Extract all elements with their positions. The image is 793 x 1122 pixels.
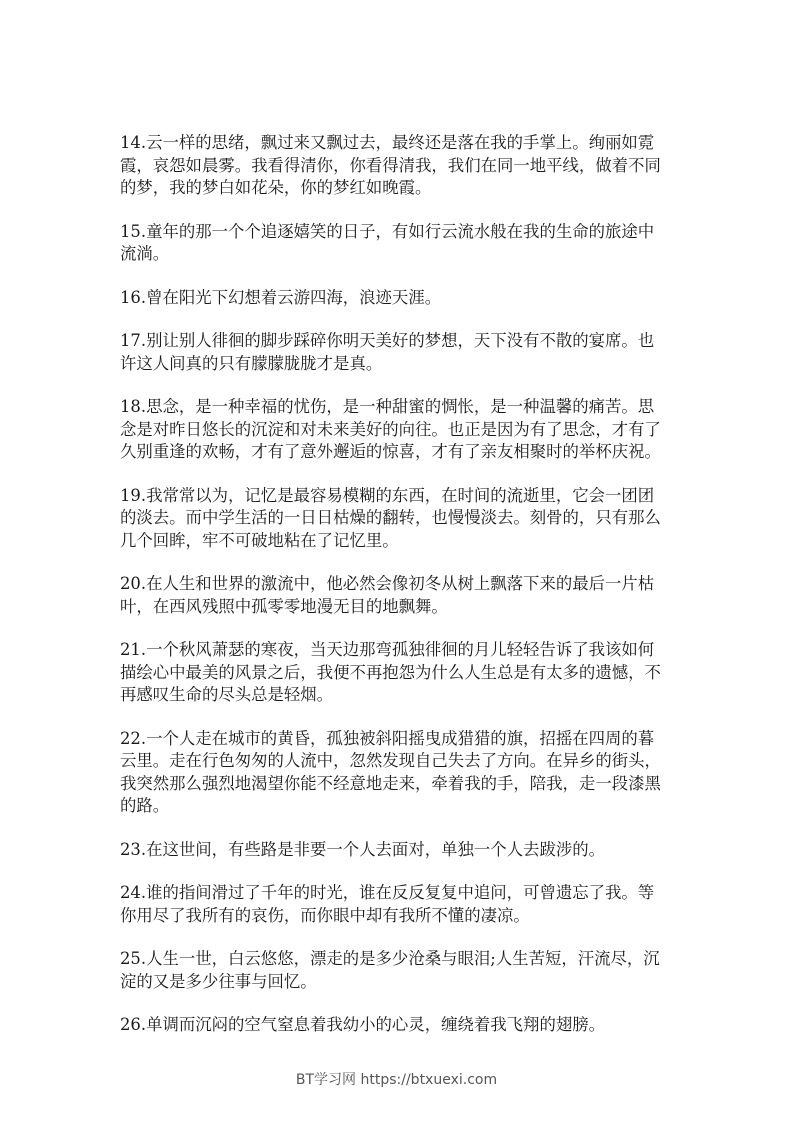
paragraph-21: 21.一个秋风萧瑟的寒夜，当天边那弯孤独徘徊的月儿轻轻告诉了我该如何描绘心中最美的风景之后，我便不再抱怨为什么人生总是有太多的遗憾，不再感叹生命的尽头总是轻烟。 [120, 640, 661, 704]
paragraph-15: 15.童年的那一个个追逐嬉笑的日子，有如行云流水般在我的生命的旅途中流淌。 [120, 221, 655, 263]
paragraph-25: 25.人生一世，白云悠悠，漂走的是多少沧桑与眼泪;人生苦短，汗流尽，沉淀的又是多少往事与回忆。 [120, 949, 660, 991]
document-body [120, 132, 668, 1058]
paragraph-14: 14.云一样的思绪，飘过来又飘过去，最终还是落在我的手掌上。绚丽如霓霞，哀怨如晨雾。我看得清你，你看得清我，我们在同一地平线，做着不同的梦，我的梦白如花朵，你的梦红如晚霞。 [120, 133, 661, 197]
paragraph-23: 23.在这世间，有些路是非要一个人去面对，单独一个人去跋涉的。 [120, 839, 606, 859]
paragraph-24: 24.谁的指间滑过了千年的时光，谁在反反复复中追问，可曾遗忘了我。等你用尽了我所有的哀伤，而你眼中却有我所不懂的凄凉。 [120, 883, 655, 925]
paragraph-22: 22.一个人走在城市的黄昏，孤独被斜阳摇曳成猎猎的旗，招摇在四周的暮云里。走在行色匆匆的人流中，忽然发现自己失去了方向。在异乡的街头，我突然那么强烈地渴望你能不经意地走来，牵着我的手，陪我，走一段漆黑的路。 [120, 728, 661, 815]
paragraph-19: 19.我常常以为，记忆是最容易模糊的东西，在时间的流逝里，它会一团团的淡去。而中学生活的一日日枯燥的翻转，也慢慢淡去。刻骨的，只有那么几个回眸，牢不可破地粘在了记忆里。 [120, 485, 661, 550]
paragraph-17: 17.别让别人徘徊的脚步踩碎你明天美好的梦想，天下没有不散的宴席。也许这人间真的只有朦朦胧胧才是真。 [120, 331, 655, 373]
footer-watermark: BT学习网 https://btxuexi.com [295, 1072, 498, 1088]
paragraph-16: 16.曾在阳光下幻想着云游四海，浪迹天涯。 [120, 287, 442, 307]
paragraph-26: 26.单调而沉闷的空气窒息着我幼小的心灵，缠绕着我飞翔的翅膀。 [120, 1015, 606, 1034]
paragraph-20: 20.在人生和世界的激流中，他必然会像初冬从树上飘落下来的最后一片枯叶，在西风残照中孤零零地漫无目的地飘舞。 [120, 574, 655, 616]
paragraph-18: 18.思念，是一种幸福的忧伤，是一种甜蜜的惆怅，是一种温馨的痛苦。思念是对昨日悠长的沉淀和对未来美好的向往。也正是因为有了思念，才有了久别重逢的欢畅，才有了意外邂逅的惊喜，才有了亲友相聚时的举杯庆祝。 [120, 397, 661, 461]
